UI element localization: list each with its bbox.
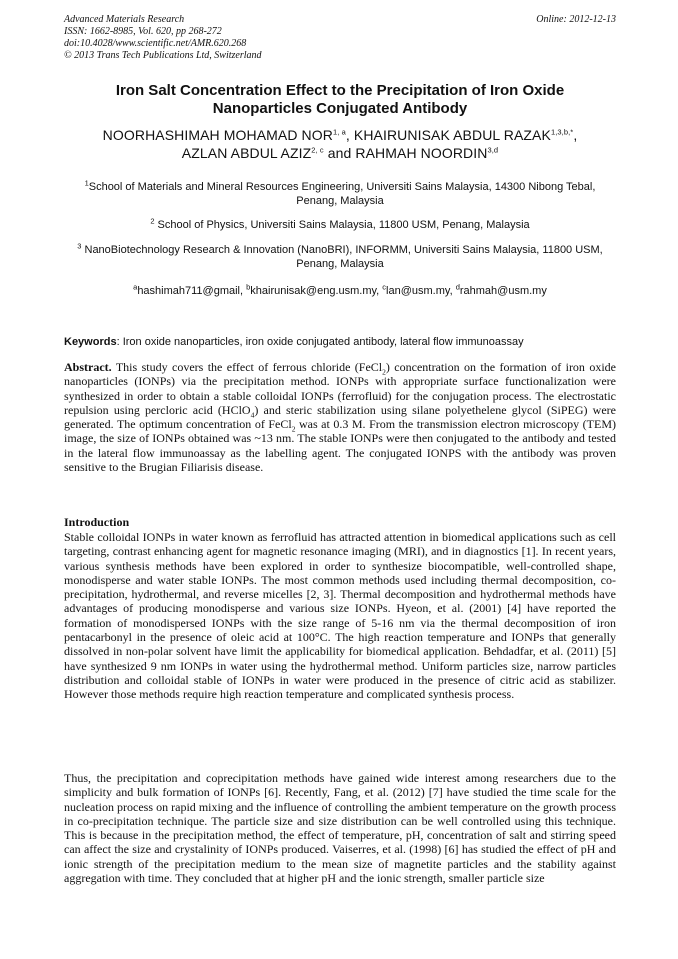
keywords-label: Keywords (64, 336, 117, 348)
online-date: Online: 2012-12-13 (536, 14, 616, 25)
author-3-sup: 2, c (311, 145, 324, 155)
author-1: NOORHASHIMAH MOHAMAD NOR (102, 127, 333, 143)
email-c[interactable]: lan@usm.my, (386, 285, 456, 297)
abstract-label: Abstract. (64, 360, 112, 374)
keywords-text: : Iron oxide nanoparticles, iron oxide conjugated antibody, lateral flow immunoassay (116, 336, 524, 348)
abstract-subscript: 2 (291, 424, 296, 434)
author-2-sup: 1,3,b,* (550, 127, 574, 137)
email-a[interactable]: hashimah711@gmail, (137, 285, 247, 297)
abstract (64, 360, 616, 474)
author-4: RAHMAH NOORDIN (355, 145, 488, 161)
affiliation-1-text: School of Materials and Mineral Resources Engineering, Universiti Sains Malaysia, 14300 Nibong Tebal, Penang, Malaysia (88, 181, 596, 207)
abstract-text: was at 0.3 M. From the transmission electron microscopy (TEM) image, the size of IONPs obtained was ~13 nm. The stable IONPs were then conjugated to the antibody and tested in the lateral flow immunoassay as the labelling agent. The conjugated IONPS with the antibody was proven sensitive to the Brugian Filiarisis disease. (64, 417, 616, 475)
issn-line: ISSN: 1662-8985, Vol. 620, pp 268-272 (64, 26, 222, 37)
abstract-subscript: 4 (250, 410, 255, 420)
email-c-sup: c (382, 282, 387, 292)
email-d-sup: d (455, 282, 460, 292)
author-separator: , (345, 127, 354, 143)
abstract-subscript: 2 (382, 367, 386, 377)
author-1-sup: 1, a (332, 127, 346, 137)
affiliation-1-sup: 1 (84, 178, 89, 188)
introduction-paragraph-1: Stable colloidal IONPs in water known as ferrofluid has attracted attention in biomedical applications such as cell targeting, contrast enhancing agent for magnetic resonance imaging (MRI), and in diagnostics [1]. In recent years, various synthesis methods have been explored in order to synthesize biocompatible, well-controlled shape, monodisperse and water stable IONPs. The most common methods used including thermal decomposition, co-precipitation, hydrothermal, and reverse micelles [2, 3]. Thermal decomposition and hydrothermal methods have advantages of producing monodisperse and various size IONPs. Hyeon, et al. (2001) [4] have reported the formation of monodispersed IONPs with the size range of 5-16 nm via the thermal decomposition of iron pentacarbonyl in the presence of oleic acid at 100°C. The high reaction temperature and IONPs that generally dissolved in non-polar solvent have limit the applicability for biomedical application. Behdadfar, et al. (2011) [5] have synthesized 9 nm IONPs in water using the hydrothermal method. Uniform particles size, narrow particles distribution and colloidal stable of IONPs in water were produced in the presence of citric acid as stabilizer. However those methods require high reaction temperature and complicated synthesis process. (64, 530, 616, 702)
author-2: KHAIRUNISAK ABDUL RAZAK (353, 127, 551, 143)
abstract-text: ) concentration on the formation of iron oxide nanoparticles (IONPs) via the precipitation method. IONPs with appropriate surface functionalization were synthesized in order to obtain a stable colloidal IONPs (ferrofluid) for the conjugation process. The electrostatic repulsion using percloric acid (HClO (64, 360, 616, 417)
abstract-text: This study covers the effect of ferrous chloride (FeCl (111, 360, 383, 374)
author-3: AZLAN ABDUL AZIZ (181, 145, 312, 161)
email-b[interactable]: khairunisak@eng.usm.my, (250, 285, 383, 297)
author-and: and (323, 145, 356, 161)
affiliation-2-sup: 2 (150, 216, 155, 226)
email-d[interactable]: rahmah@usm.my (459, 285, 547, 297)
abstract-text: ) and steric stabilization using silane polyethelene glycol (SiPEG) were generated. The optimum concentration of FeCl (64, 402, 616, 432)
affiliation-1 (64, 180, 616, 208)
introduction-heading: Introduction (64, 515, 130, 529)
email-line (64, 284, 616, 298)
introduction-paragraph-2: Thus, the precipitation and coprecipitation methods have gained wide interest among researchers due to the simplicity and bulk formation of IONPs [6]. Recently, Fang, et al. (2012) [7] have studied the time scale for the nucleation process on rapid mixing and the influence of controlling the ambient temperature on the growth process in co-precipitation technique. The particle size and size distribution can be well controlled using this technique. This is because in the precipitation method, the effect of temperature, pH, concentration of salt and stirring speed can affect the size and crystalinity of IONPs produced. Vaiserres, et al. (1998) [6] has studied the effect of pH and ionic strength of the precipitation medium to the mean size of magnetite particles and the stability against aggregation with time. They concluded that at higher pH and the ionic strength, smaller particle size (64, 771, 616, 886)
affiliation-2 (64, 218, 616, 232)
paper-title (64, 82, 616, 118)
journal-name: Advanced Materials Research (64, 14, 185, 25)
affiliation-3 (64, 243, 616, 271)
author-4-sup: 3,d (487, 145, 499, 155)
doi-line: doi:10.4028/www.scientific.net/AMR.620.268 (64, 38, 247, 49)
affiliation-3-text: NanoBiotechnology Research & Innovation (NanoBRI), INFORMM, Universiti Sains Malaysia, 11800 USM, Penang, Malaysia (81, 244, 603, 270)
author-list (60, 126, 620, 162)
title-line-2: Nanoparticles Conjugated Antibody (212, 100, 468, 117)
affiliation-2-text: School of Physics, Universiti Sains Malaysia, 11800 USM, Penang, Malaysia (154, 219, 530, 231)
journal-header (64, 14, 616, 62)
author-separator: , (573, 127, 578, 143)
keywords (64, 335, 616, 349)
email-b-sup: b (246, 282, 251, 292)
copyright-line: © 2013 Trans Tech Publications Ltd, Switzerland (64, 50, 262, 61)
email-a-sup: a (133, 282, 138, 292)
affiliation-3-sup: 3 (77, 241, 82, 251)
title-line-1: Iron Salt Concentration Effect to the Precipitation of Iron Oxide (115, 82, 565, 99)
